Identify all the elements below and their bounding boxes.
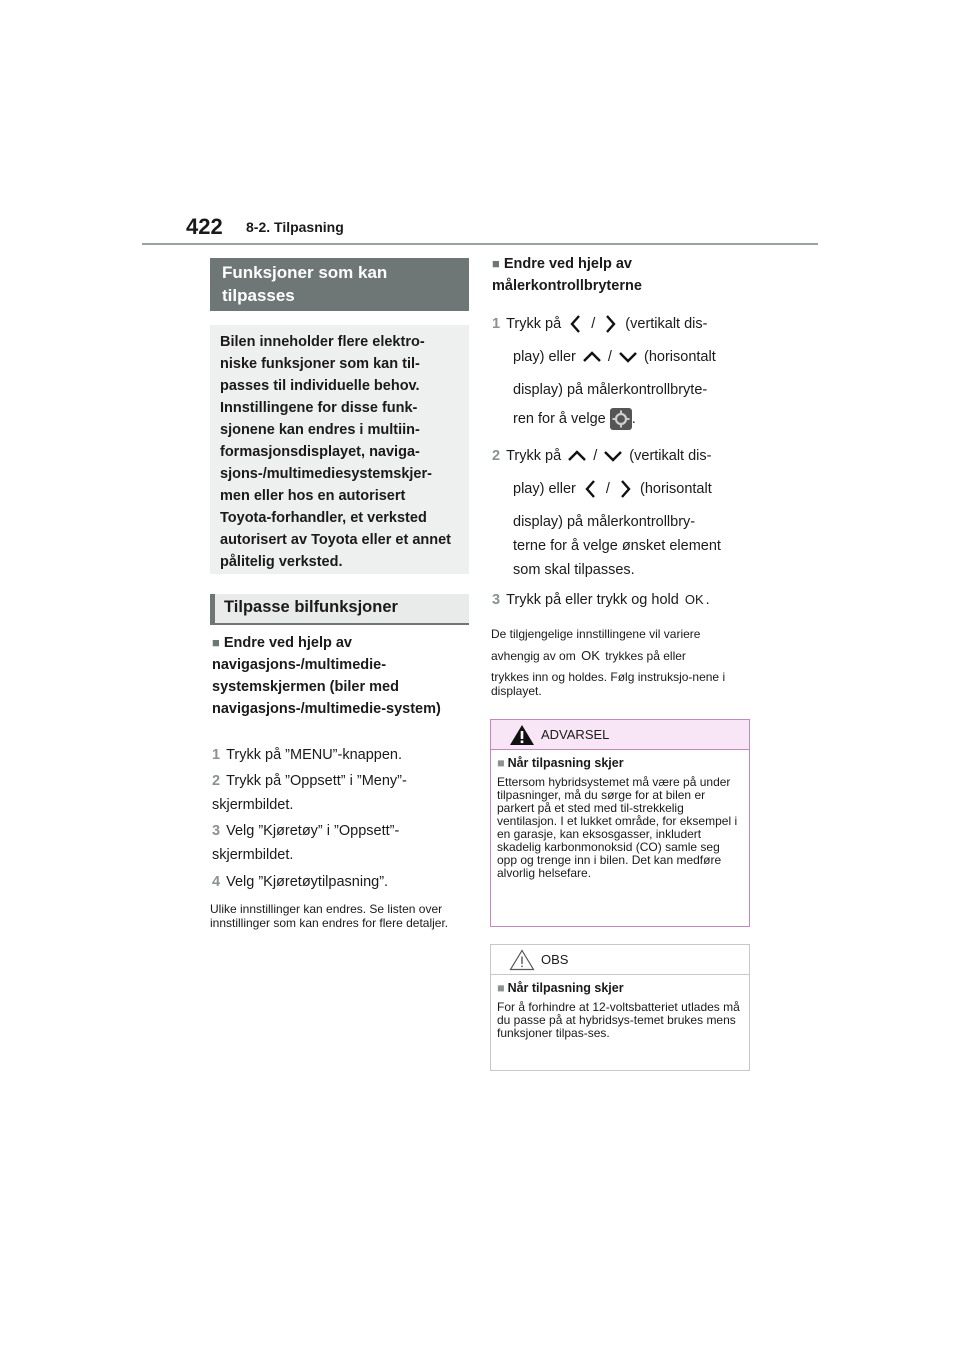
ok-button-icon: OK — [581, 648, 600, 663]
step-number: 3 — [212, 823, 221, 839]
header-divider — [142, 243, 818, 245]
chevron-left-icon — [580, 478, 602, 500]
notice-heading-text: Når tilpasning skjer — [507, 981, 624, 995]
chevron-up-icon — [565, 447, 589, 465]
note-text: trykkes inn og holdes. Følg instruksjo-nene i displayet. — [491, 670, 726, 698]
meter-step-1: 1 Trykk på / (vertikalt dis- play) eller / (horisontalt display) på målerkontrollbryte- ren for å velge . — [492, 308, 750, 436]
chevron-down-icon — [601, 447, 625, 465]
step-text: (horisontalt — [644, 349, 716, 365]
page-number: 422 — [186, 214, 223, 239]
step-4 — [212, 870, 462, 894]
step-text: play) eller — [513, 481, 576, 497]
step-number: 1 — [212, 747, 221, 763]
chevron-right-icon — [599, 313, 621, 335]
chevron-up-icon — [580, 348, 604, 366]
step-1 — [212, 743, 462, 767]
subheading-meter-switches — [492, 253, 742, 297]
step-text: Trykk på eller trykk og hold — [506, 592, 679, 608]
slash-separator: / — [591, 316, 596, 332]
step-text: Trykk på ”Oppsett” i ”Meny”-skjermbildet. — [212, 773, 407, 813]
step-text: (horisontalt — [640, 481, 712, 497]
square-bullet-icon: ■ — [212, 635, 220, 650]
notice-label: OBS — [541, 952, 569, 967]
intro-box — [210, 325, 469, 574]
chevron-right-icon — [614, 478, 636, 500]
step-text: terne for å velge ønsket element — [513, 538, 721, 554]
step-text: ren for å velge — [513, 411, 606, 427]
square-bullet-icon: ■ — [492, 256, 500, 271]
slash-separator: / — [607, 349, 612, 365]
note-text: avhengig av om — [491, 649, 576, 663]
step-number: 2 — [492, 448, 501, 464]
section-heading-funksjoner: Funksjoner som kan tilpasses — [210, 258, 469, 311]
step-text: Trykk på ”MENU”-knappen. — [226, 747, 403, 763]
slash-separator: / — [593, 448, 598, 464]
gear-icon — [610, 408, 632, 430]
warning-box — [490, 719, 750, 927]
ok-button-icon: OK — [684, 592, 704, 607]
step-number: 4 — [212, 874, 221, 890]
chevron-left-icon — [565, 313, 587, 335]
subheading-navigation — [212, 632, 462, 720]
step-2 — [212, 769, 452, 817]
step-text: Velg ”Kjøretøy” i ”Oppsett”-skjermbildet. — [212, 823, 400, 863]
square-bullet-icon: ■ — [497, 981, 505, 995]
step-text: play) eller — [513, 349, 576, 365]
step-text: (vertikalt dis- — [625, 316, 708, 332]
warning-heading — [497, 756, 743, 770]
note-text: trykkes på eller — [605, 649, 686, 663]
meter-step-3: 3 Trykk på eller trykk og hold OK . — [492, 592, 710, 608]
note-text: De tilgjengelige innstillingene vil variere — [491, 627, 701, 641]
step-text: Trykk på — [506, 316, 562, 332]
warning-triangle-icon — [509, 724, 535, 746]
warning-heading-text: Når tilpasning skjer — [507, 756, 624, 770]
step-number: 3 — [492, 592, 501, 608]
square-bullet-icon: ■ — [497, 756, 505, 770]
step-text: (vertikalt dis- — [629, 448, 712, 464]
step-3 — [212, 819, 452, 867]
notice-heading — [497, 981, 743, 995]
step-number: 2 — [212, 773, 221, 789]
meter-step-2 — [492, 440, 750, 582]
slash-separator: / — [605, 481, 610, 497]
step-text: display) på målerkontrollbryte- — [513, 382, 708, 398]
warning-header — [491, 720, 749, 750]
notice-box — [490, 944, 750, 1071]
step-text: Trykk på — [506, 448, 562, 464]
step-text: som skal tilpasses. — [513, 562, 635, 578]
subheading-text: Endre ved hjelp av målerkontrollbryterne — [492, 256, 642, 294]
meter-note — [491, 627, 749, 698]
step-number: 1 — [492, 316, 501, 332]
intro-text: Bilen inneholder flere elektro-niske funksjoner som kan til-passes til individuelle behov. Innstillingene for disse funk-sjonene kan endres i multiin-formasjonsdisplayet, naviga-sjons-/multimediesystemskjer-men eller hos en autorisert Toyota-forhandler, et verksted autorisert av Toyota eller et annet pålitelig verksted. — [220, 334, 451, 570]
note-text: Ulike innstillinger kan endres. Se listen over innstillinger som kan endres for flere detaljer. — [210, 902, 449, 930]
subheading-text: Endre ved hjelp av navigasjons-/multimedie-systemskjermen (biler med navigasjons-/multimedie-system) — [212, 635, 441, 717]
notice-text: For å forhindre at 12-voltsbatteriet utlades må du passe på at hybridsys-temet brukes mens funksjoner tilpas-ses. — [497, 1000, 740, 1040]
caution-triangle-icon — [509, 949, 535, 971]
step-text: Velg ”Kjøretøytilpasning”. — [226, 874, 389, 890]
warning-label: ADVARSEL — [541, 727, 610, 742]
section-title: 8-2. Tilpasning — [246, 219, 344, 235]
warning-text: Ettersom hybridsystemet må være på under tilpasninger, må du sørge for at bilen er parkert på et sted med til-strekkelig ventilasjon. I et lukket område, for eksempel i en garasje, kan eksosgasser, inkludert skadelig karbonmonoksid (CO) samle seg opp og trenge inn i bilen. Det kan medføre alvorlig helsefare. — [497, 775, 738, 880]
chevron-down-icon — [616, 348, 640, 366]
notice-header — [491, 945, 749, 975]
section-heading-tilpasse: Tilpasse bilfunksjoner — [210, 594, 469, 625]
step-text: display) på målerkontrollbry- — [513, 514, 696, 530]
